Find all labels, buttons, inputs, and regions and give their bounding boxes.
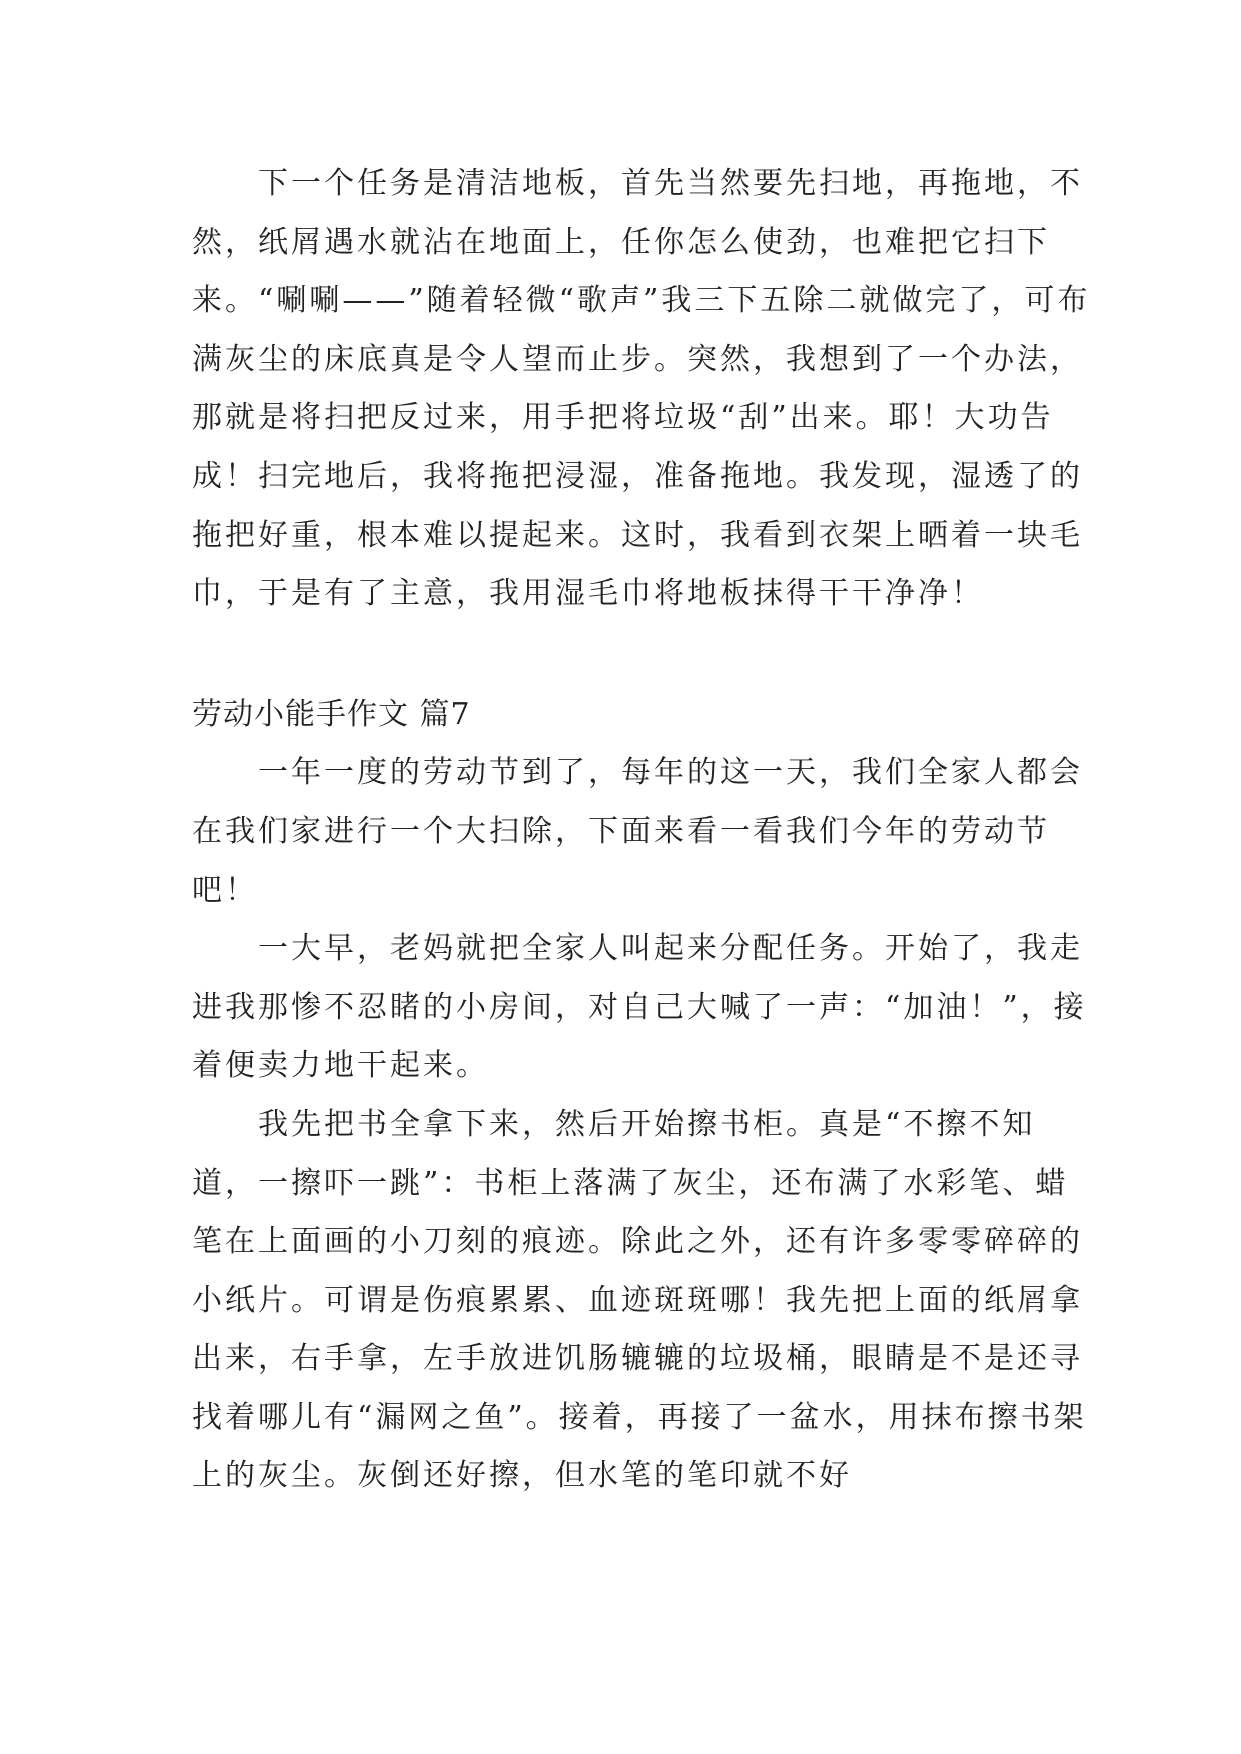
section-title: 劳动小能手作文 篇7 [192, 696, 471, 732]
paragraph-cleaning-bookcase: 我先把书全拿下来，然后开始擦书柜。真是“不擦不知道，一擦吓一跳”：书柜上落满了灰尘，还布满了水彩笔、蜡笔在上面画的小刀刻的痕迹。除此之外，还有许多零零碎碎的小纸片。可谓是伤痕累累、血迹斑斑哪！我先把上面的纸屑拿出来，右手拿，左手放进饥肠辘辘的垃圾桶，眼睛是不是还寻找着哪儿有“漏网之鱼”。接着，再接了一盆水，用抹布擦书架上的灰尘。灰倒还好擦，但水笔的笔印就不好 [192, 1106, 1087, 1494]
paragraph-morning-task: 一大早，老妈就把全家人叫起来分配任务。开始了，我走进我那惨不忍睹的小房间，对自己大喊了一声：“加油！”，接着便卖力地干起来。 [192, 931, 1087, 1084]
document-body [192, 155, 1092, 1506]
paragraph-cleaning-floor: 下一个任务是清洁地板，首先当然要先扫地，再拖地，不然，纸屑遇水就沾在地面上，任你怎么使劲，也难把它扫下来。“唰唰——”随着轻微“歌声”我三下五除二就做完了，可布满灰尘的床底真是令人望而止步。突然，我想到了一个办法，那就是将扫把反过来，用手把将垃圾“刮”出来。耶！大功告成！扫完地后，我将拖把浸湿，准备拖地。我发现，湿透了的拖把好重，根本难以提起来。这时，我看到衣架上晒着一块毛巾，于是有了主意，我用湿毛巾将地板抹得干干净净！ [192, 166, 1091, 612]
paragraph-labor-day: 一年一度的劳动节到了，每年的这一天，我们全家人都会在我们家进行一个大扫除，下面来看一看我们今年的劳动节吧！ [192, 755, 1083, 908]
